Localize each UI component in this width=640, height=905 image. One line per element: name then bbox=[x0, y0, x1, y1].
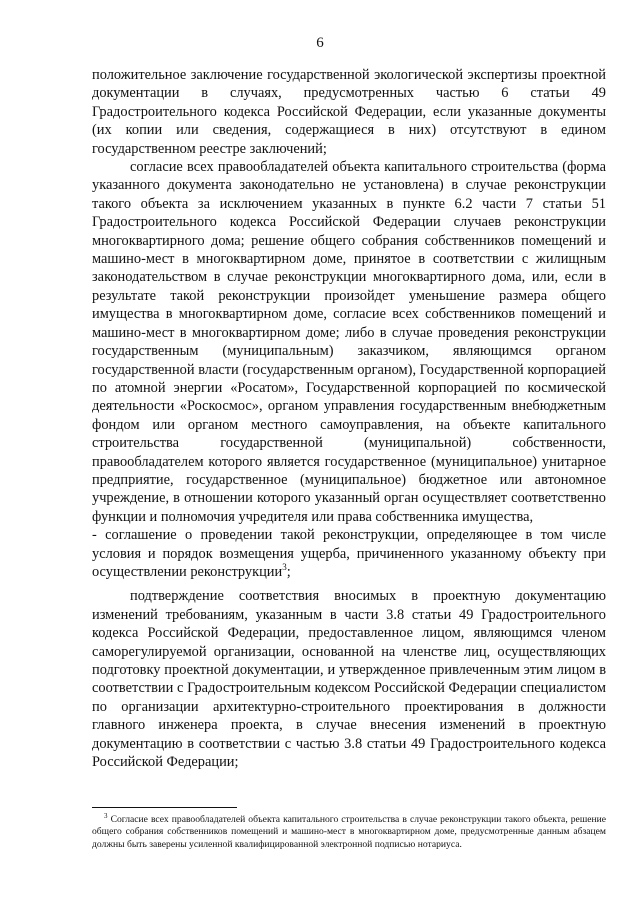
document-body bbox=[92, 66, 606, 771]
footnote-reference: 3 bbox=[282, 562, 287, 573]
footnote-reference-tail: ; bbox=[286, 563, 291, 580]
paragraph-reconstruction-agreement-text: - соглашение о проведении такой реконструкции, определяющее в том числе условия и порядок возмещения ущерба, причиненного указанному объекту при осуществлении реконструкции bbox=[92, 527, 606, 580]
paragraph-compliance-confirmation: подтверждение соответствия вносимых в проектную документацию изменений требованиям, указанным в части 3.8 статьи 49 Градостроительного кодекса Российской Федерации, предоставленное лицом, являющимся членом саморегулируемой организации, основанной на членстве лиц, осуществляющих подготовку проектной документации, и утвержденное привлеченным этим лицом в соответствии с Градостроительным кодексом Российской Федерации специалистом по организации архитектурно-строительного проектирования в должности главного инженера проекта, в случае внесения изменений в проектную документацию в соответствии с частью 3.8 статьи 49 Градостроительного кодекса Российской Федерации; bbox=[92, 588, 606, 771]
paragraph-reconstruction-agreement bbox=[92, 526, 606, 581]
footnote-number: 3 bbox=[104, 811, 108, 820]
paragraph-ecological-expertise: положительное заключение государственной экологической экспертизы проектной документации в случаях, предусмотренных частью 6 статьи 49 Градостроительного кодекса Российской Федерации, если указанные документы (их копии или сведения, содержащиеся в них) отсутствуют в едином государственном реестре заключений; bbox=[92, 67, 606, 157]
paragraph-owners-consent: согласие всех правообладателей объекта капитального строительства (форма указанного документа законодательно не установлена) в случае реконструкции такого объекта за исключением указанных в пункте 6.2 части 7 статьи 51 Градостроительного кодекса Российской Федерации случаев реконструкции многоквартирного дома; решение общего собрания собственников помещений и машино-мест в многоквартирном доме, принятое в соответствии с жилищным законодательством в случае реконструкции многоквартирного дома, или, если в результате такой реконструкции произойдет уменьшение размера общего имущества в многоквартирном доме, согласие всех собственников помещений и машино-мест в многоквартирном доме; либо в случае проведения реконструкции государственным (муниципальным) заказчиком, являющимся органом государственной власти (государственным органом), Государственной корпорацией по атомной энергии «Росатом», Государственной корпорацией по космической деятельности «Роскосмос», органом управления государственным внебюджетным фондом или органом местного самоуправления, на объекте капитального строительства государственной (муниципальной) собственности, правообладателем которого является государственное (муниципальное) унитарное предприятие, государственное (муниципальное) бюджетное или автономное учреждение, в отношении которого указанный орган осуществляет соответственно функции и полномочия учредителя или права собственника имущества, bbox=[92, 159, 606, 525]
footnote-separator bbox=[92, 807, 237, 808]
footnote bbox=[92, 811, 606, 851]
footnote-text: Согласие всех правообладателей объекта капитального строительства в случае реконструкции такого объекта, решение общего собрания собственников помещений и машино-мест в многоквартирном доме, предусмотренные данным абзацем должны быть заверены усиленной квалифицированной электронной подписью нотариуса. bbox=[92, 814, 606, 850]
page-number: 6 bbox=[316, 35, 324, 51]
